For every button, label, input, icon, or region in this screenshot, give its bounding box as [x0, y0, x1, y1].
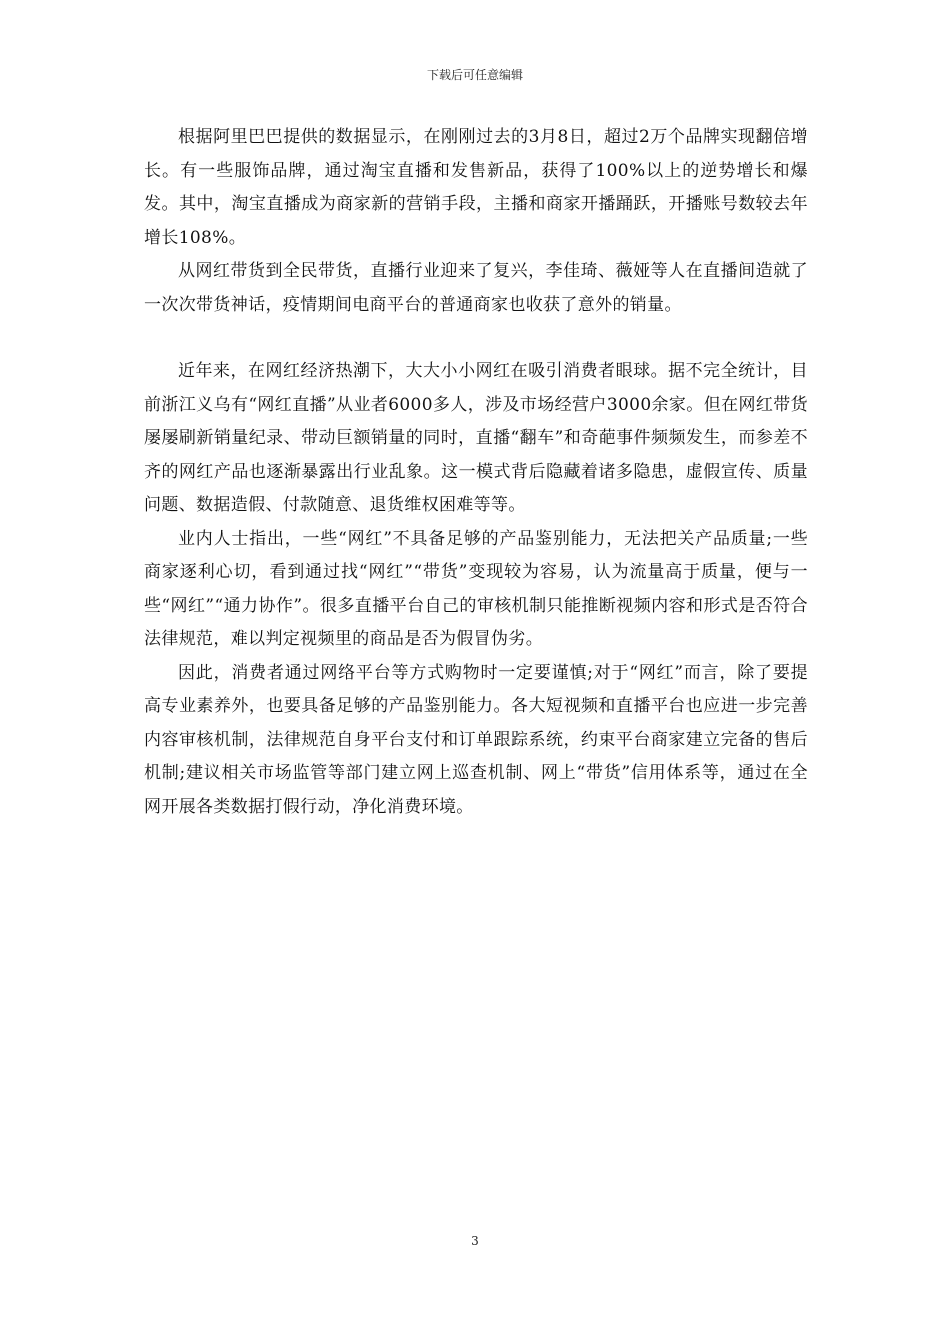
paragraph-4: 业内人士指出，一些“网红”不具备足够的产品鉴别能力，无法把关产品质量;一些商家逐利心切，看到通过找“网红”“带货”变现较为容易，认为流量高于质量，便与一些“网红”“通力协作”。很多直播平台自己的审核机制只能推断视频内容和形式是否符合法律规范，难以判定视频里的商品是否为假冒伪劣。 — [144, 528, 808, 649]
paragraph-1: 根据阿里巴巴提供的数据显示，在刚刚过去的3月8日，超过2万个品牌实现翻倍增长。有一些服饰品牌，通过淘宝直播和发售新品，获得了100%以上的逆势增长和爆发。其中，淘宝直播成为商家新的营销手段，主播和商家开播踊跃，开播账号数较去年增长108%。 — [144, 127, 808, 248]
paragraph-3: 近年来，在网红经济热潮下，大大小小网红在吸引消费者眼球。据不完全统计，目前浙江义乌有“网红直播”从业者6000多人，涉及市场经营户3000余家。但在网红带货屡屡刷新销量纪录、带动巨额销量的同时，直播“翻车”和奇葩事件频频发生，而参差不齐的网红产品也逐渐暴露出行业乱象。这一模式背后隐藏着诸多隐患，虚假宣传、质量问题、数据造假、付款随意、退货维权困难等等。 — [144, 361, 808, 515]
document-body — [144, 121, 808, 824]
page-header: 下载后可任意编辑 — [426, 68, 523, 82]
paragraph-2: 从网红带货到全民带货，直播行业迎来了复兴，李佳琦、薇娅等人在直播间造就了一次次带货神话，疫情期间电商平台的普通商家也收获了意外的销量。 — [144, 261, 808, 315]
paragraph-5: 因此，消费者通过网络平台等方式购物时一定要谨慎;对于“网红”而言，除了要提高专业素养外，也要具备足够的产品鉴别能力。各大短视频和直播平台也应进一步完善内容审核机制，法律规范自身平台支付和订单跟踪系统，约束平台商家建立完备的售后机制;建议相关市场监管等部门建立网上巡查机制、网上“带货”信用体系等，通过在全网开展各类数据打假行动，净化消费环境。 — [144, 662, 808, 817]
page-number: 3 — [471, 1234, 479, 1248]
